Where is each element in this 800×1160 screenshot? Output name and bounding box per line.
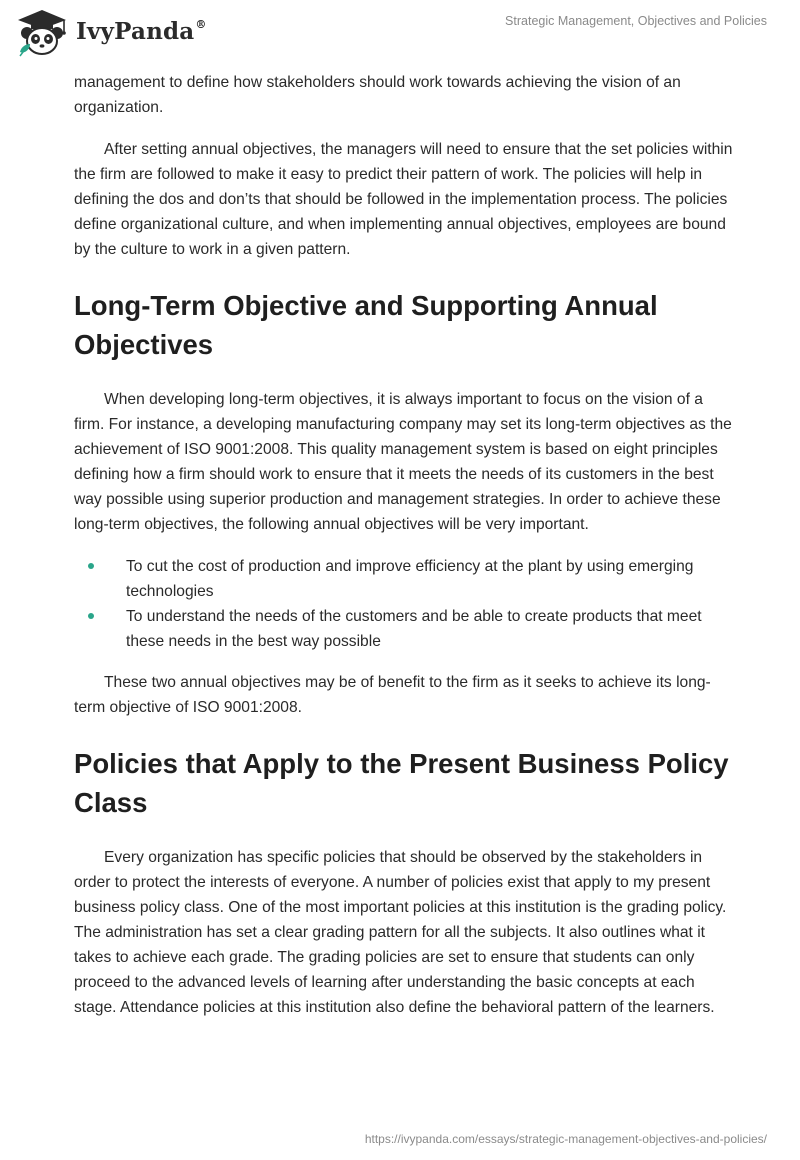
list-item xyxy=(74,604,734,654)
list-item-text: To understand the needs of the customers and be able to create products that meet these needs in the best way possible xyxy=(126,608,702,650)
list-item xyxy=(74,554,734,604)
paragraph-annual-objectives: After setting annual objectives, the managers will need to ensure that the set policies within the firm are followed to make it easy to predict their pattern of work. The policies will help in defining the dos and don’ts that should be followed in the implementation process. The policies define organizational culture, and when implementing annual objectives, employees are bound by the culture to work in a given pattern. xyxy=(74,141,733,258)
paragraph-long-term-objectives: When developing long-term objectives, it is always important to focus on the vision of a firm. For instance, a developing manufacturing company may set its long-term objectives as the achievement of ISO 9001:2008. This quality management system is based on eight principles defining how a firm should work to ensure that it meets the needs of its customers in the best way possible using superior production and management strategies. In order to achieve these long-term objectives, the following annual objectives will be very important. xyxy=(74,391,732,533)
paragraph-two-objectives: These two annual objectives may be of benefit to the firm as it seeks to achieve its long-term objective of ISO 9001:2008. xyxy=(74,674,711,716)
section-heading-long-term-objective: Long-Term Objective and Supporting Annual Objectives xyxy=(74,290,658,360)
paragraph-continuation: management to define how stakeholders should work towards achieving the vision of an organization. xyxy=(74,74,681,116)
section-heading-policies: Policies that Apply to the Present Business Policy Class xyxy=(74,748,729,818)
bullet-dot-icon xyxy=(88,563,94,569)
paragraph-policies: Every organization has specific policies that should be observed by the stakeholders in order to protect the interests of everyone. A number of policies exist that apply to my present business policy class. One of the most important policies at this institution is the grading policy. The administration has set a clear grading pattern for all the subjects. It also outlines what it takes to achieve each grade. The grading policies are set to ensure that students can only proceed to the advanced levels of learning after understanding the basic concepts at each stage. Attendance policies at this institution also define the behavioral pattern of the learners. xyxy=(74,849,727,1016)
brand-name[interactable] xyxy=(76,18,207,45)
page-header xyxy=(0,0,800,70)
bullet-dot-icon xyxy=(88,613,94,619)
panda-graduate-logo-icon[interactable] xyxy=(14,8,70,60)
list-item-text: To cut the cost of production and improve efficiency at the plant by using emerging technologies xyxy=(126,558,694,600)
brand-text: IvyPanda xyxy=(76,18,195,45)
essay-content xyxy=(74,70,734,1037)
registered-mark: ® xyxy=(195,18,207,32)
annual-objectives-list xyxy=(74,554,734,654)
source-url[interactable]: https://ivypanda.com/essays/strategic-management-objectives-and-policies/ xyxy=(364,1132,767,1146)
document-title: Strategic Management, Objectives and Policies xyxy=(505,14,767,28)
